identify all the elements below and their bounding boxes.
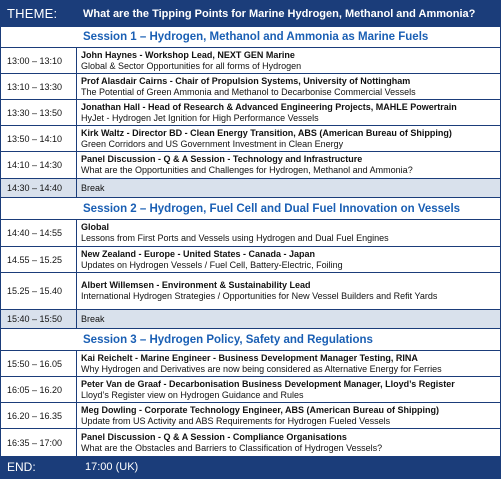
speaker: Global — [81, 222, 110, 232]
talk-title: Why Hydrogen and Derivatives are now being considered as Alternative Energy for Ferries — [81, 363, 442, 374]
speaker: Kirk Waltz - Director BD - Clean Energy Transition, ABS (American Bureau of Shipping) — [81, 127, 452, 138]
time-slot: 15.25 – 15.40 — [1, 273, 77, 309]
talk-title: The Potential of Green Ammonia and Methanol to Decarbonise Commercial Vessels — [81, 86, 416, 97]
talk-title: Green Corridors and US Government Investment in Clean Energy — [81, 138, 344, 149]
speaker: Kai Reichelt - Marine Engineer - Business Development Manager Testing, RINA — [81, 352, 418, 363]
speaker: Meg Dowling - Corporate Technology Engineer, ABS (American Bureau of Shipping) — [81, 404, 440, 415]
theme-header — [1, 1, 500, 26]
time-slot: 16.20 – 16.35 — [1, 403, 77, 428]
agenda-row — [1, 402, 500, 428]
end-time: 17:00 (UK) — [85, 461, 139, 473]
time-slot: 13:50 – 14:10 — [1, 126, 77, 151]
agenda-row — [1, 272, 500, 309]
speaker: Panel Discussion - Q & A Session - Technology and Infrastructure — [81, 154, 363, 164]
time-slot: 16:05 – 16.20 — [1, 377, 77, 402]
talk-title: Lloyd’s Register view on Hydrogen Guidance and Rules — [81, 389, 304, 400]
session-3-title: Session 3 – Hydrogen Policy, Safety and Regulations — [83, 333, 373, 346]
agenda-row — [1, 219, 500, 246]
speaker: Albert Willemsen - Environment & Sustainability Lead — [81, 280, 311, 290]
time-slot: 13:10 – 13:30 — [1, 74, 77, 99]
agenda-row — [1, 376, 500, 402]
session-3-header — [1, 328, 500, 350]
agenda-row — [1, 99, 500, 125]
time-slot: 13:30 – 13:50 — [1, 100, 77, 125]
end-label: END: — [7, 460, 36, 474]
theme-title: What are the Tipping Points for Marine Hydrogen, Methanol and Ammonia? — [83, 7, 476, 20]
speaker: Peter Van de Graaf - Decarbonisation Business Development Manager, Lloyd’s Register — [81, 378, 455, 389]
speaker: Jonathan Hall - Head of Research & Advanced Engineering Projects, MAHLE Powertrain — [81, 101, 457, 112]
time-slot: 13:00 – 13:10 — [1, 48, 77, 73]
speaker: New Zealand - Europe - United States - Canada - Japan — [81, 248, 316, 259]
speaker: John Haynes - Workshop Lead, NEXT GEN Marine — [81, 49, 295, 60]
talk-title: Global & Sector Opportunities for all forms of Hydrogen — [81, 60, 302, 71]
agenda-row — [1, 125, 500, 151]
break-label: Break — [81, 313, 105, 324]
agenda-row — [1, 73, 500, 99]
time-slot: 14:30 – 14:40 — [1, 179, 77, 197]
talk-title: Updates on Hydrogen Vessels / Fuel Cell, Battery-Electric, Foiling — [81, 259, 343, 270]
break-row — [1, 309, 500, 328]
time-slot: 14:10 – 14:30 — [1, 152, 77, 178]
speaker: Prof Alasdair Cairns - Chair of Propulsion Systems, University of Nottingham — [81, 75, 411, 86]
talk-title: What are the Opportunities and Challenges for Hydrogen, Methanol and Ammonia? — [81, 165, 413, 175]
session-1-header — [1, 26, 500, 47]
agenda-row — [1, 47, 500, 73]
time-slot: 14:40 – 14:55 — [1, 220, 77, 246]
talk-title: HyJet - Hydrogen Jet Ignition for High Performance Vessels — [81, 112, 319, 123]
session-1-title: Session 1 – Hydrogen, Methanol and Ammonia as Marine Fuels — [83, 31, 429, 43]
break-label: Break — [81, 182, 105, 193]
talk-title: International Hydrogen Strategies / Opportunities for New Vessel Builders and Refit Yards — [81, 291, 438, 301]
time-slot: 16:35 – 17:00 — [1, 429, 77, 456]
speaker: Panel Discussion - Q & A Session - Compliance Organisations — [81, 431, 347, 442]
agenda-row — [1, 428, 500, 456]
session-2-header — [1, 197, 500, 219]
time-slot: 14.55 – 15.25 — [1, 247, 77, 272]
talk-title: Update from US Activity and ABS Requirements for Hydrogen Fueled Vessels — [81, 415, 391, 426]
talk-title: Lessons from First Ports and Vessels using Hydrogen and Dual Fuel Engines — [81, 233, 389, 243]
theme-label: THEME: — [7, 6, 58, 21]
time-slot: 15:50 – 16.05 — [1, 351, 77, 376]
break-row — [1, 178, 500, 197]
time-slot: 15:40 – 15:50 — [1, 310, 77, 328]
agenda-row — [1, 151, 500, 178]
session-2-title: Session 2 – Hydrogen, Fuel Cell and Dual Fuel Innovation on Vessels — [83, 202, 461, 215]
talk-title: What are the Obstacles and Barriers to Classification of Hydrogen Vessels? — [81, 442, 383, 453]
agenda-row — [1, 350, 500, 376]
agenda-row — [1, 246, 500, 272]
end-footer — [1, 456, 500, 478]
